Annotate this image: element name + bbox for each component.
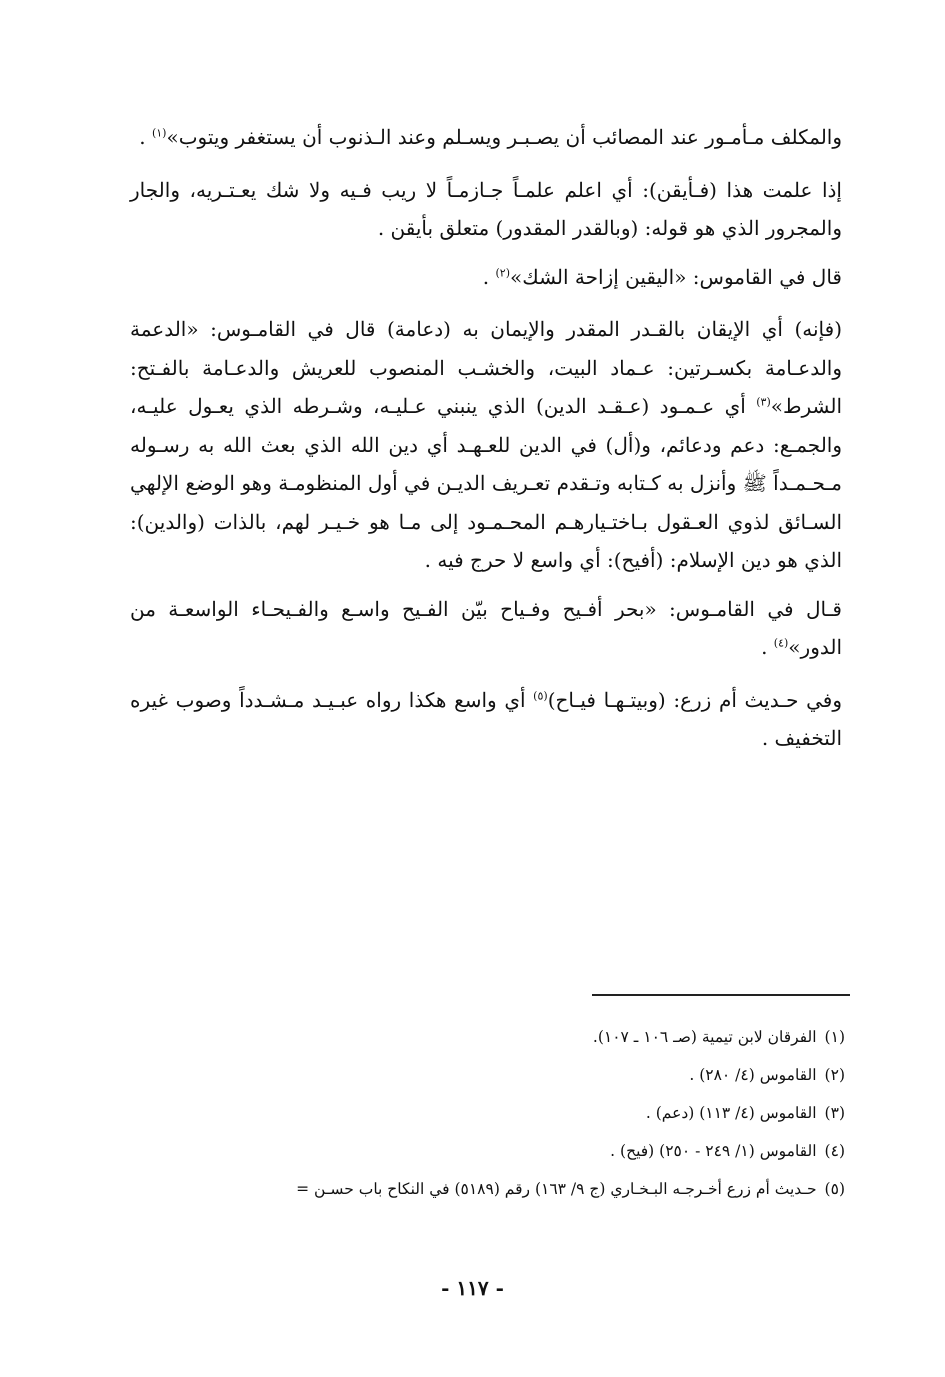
paragraph-4 (130, 310, 842, 580)
paragraph-5 (130, 590, 842, 667)
footnote-ref-4: (٤) (773, 636, 789, 650)
paragraph-tail: . (139, 125, 152, 149)
paragraph-1 (130, 118, 842, 157)
footnote-number: (٤) (824, 1142, 845, 1160)
footnote-text: حـديث أم زرع أخـرجـه البـخـاري (ج ٩/ ١٦٣) رقم (٥١٨٩) في النكاح باب حسـن = (296, 1180, 817, 1198)
paragraph-text: قال في القاموس: «اليقين إزاحة الشك» (509, 264, 842, 289)
footnote-item (100, 1056, 845, 1094)
footnote-ref-1: (١) (151, 126, 167, 140)
paragraph-text: والمكلف مـأمـور عند المصائب أن يصـبـر ويسـلم وعند الـذنوب أن يستغفر ويتوب» (166, 125, 842, 149)
footnote-item (100, 1094, 845, 1132)
paragraph-text: وفي حـديث أم زرع: (وبيتـهـا فيـاح) (547, 687, 842, 712)
footnote-number: (١) (824, 1028, 845, 1046)
paragraph-tail: . (761, 635, 774, 659)
footnote-item (100, 1170, 845, 1208)
paragraph-tail: أي عـمـود (عـقـد الدين) الذي ينبني عـليـه، وشـرطه الذي يعـول عليـه، والجمـع: دعم ودعائم، و(أل) في الدين للعـهـد أي دين الله الذي بعث الله به رسـوله مـحـمـداً ﷺ وأنزل به كـتابه وتـقدم تعـريف الديـن في أول المنظومـة وهو الوضع الإلهي السـائق لذوي العـقول بـاختـيارهـم المحـمـود إلى مـا هو خـيـر لهم، بالذات (والدين): الذي هو دين الإسلام: (أفيح): أي واسع لا حرج فيه . (130, 394, 843, 572)
main-text (130, 118, 842, 758)
footnote-number: (٣) (824, 1104, 845, 1122)
paragraph-text: (فإنه) أي الإيقان بالقـدر المقدر والإيمان به (دعامة) قال في القامـوس: «الدعمة والدعـامة بكسـرتين: عـماد البيت، والخشـب المنصوب للعريش والدعـامة بالفـتح: الشرط» (130, 317, 842, 418)
footnote-number: (٥) (824, 1180, 845, 1198)
footnote-number: (٢) (824, 1066, 845, 1084)
footnote-ref-2: (٢) (495, 265, 510, 279)
footnote-ref-3: (٣) (756, 395, 771, 409)
footnotes-list (100, 1018, 845, 1208)
footnote-text: القاموس (٤/ ١١٣) (دعم) . (645, 1104, 817, 1122)
footnote-ref-5: (٥) (533, 688, 548, 702)
paragraph-tail: . (482, 264, 496, 289)
footnote-item (100, 1018, 845, 1056)
page-number: - ١١٧ - (441, 1276, 504, 1300)
paragraph-6 (130, 681, 842, 758)
footnote-item (100, 1132, 845, 1170)
footnote-divider (592, 994, 850, 996)
footnote-text: القاموس (١/ ٢٤٩ - ٢٥٠) (فيح) . (610, 1142, 817, 1160)
paragraph-2 (130, 171, 842, 248)
paragraph-tail: أي واسع هكذا رواه عبـيـد مـشـدداً وصوب غيره التخفيف . (130, 687, 842, 750)
footnote-text: الفرقان لابن تيمية (صـ ١٠٦ ـ ١٠٧). (592, 1028, 817, 1046)
footnote-text: القاموس (٤/ ٢٨٠) . (689, 1066, 817, 1084)
paragraph-text: إذا علمت هذا (فـأيقن): أي اعلم علمـاً جـازمـاً لا ريب فـيه ولا شك يعـتـريه، والجار والمجرور الذي هو قوله: (وبالقدر المقدور) متعلق بأيقن . (130, 177, 842, 240)
paragraph-3 (130, 258, 842, 297)
paragraph-text: قـال في القامـوس: «بحر أفـيح وفـياح بيّن الفـيح واسـع والفـيحـاء الواسعـة من الدور» (130, 596, 842, 659)
